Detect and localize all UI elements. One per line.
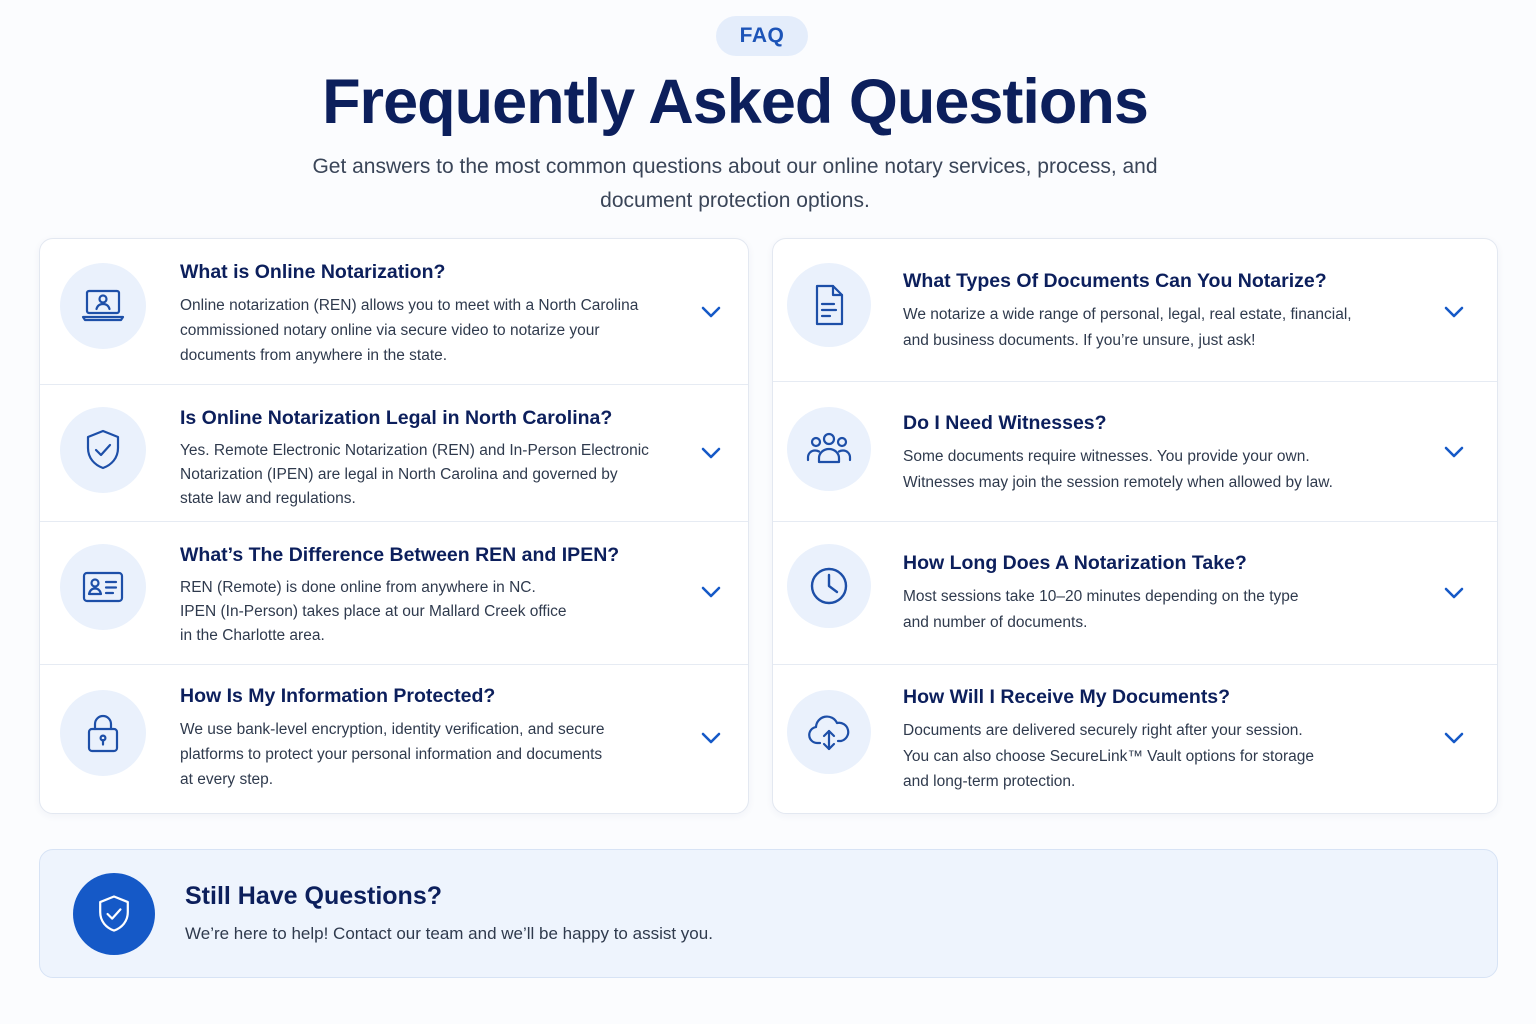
page-title: Frequently Asked Questions <box>322 67 1148 137</box>
cloud-transfer-icon <box>787 690 871 774</box>
faq-question: Is Online Notarization Legal in North Carolina? <box>180 407 613 429</box>
faq-answer: We use bank-level encryption, identity verification, and secure platforms to protect your personal information and documents at every step. <box>180 721 605 788</box>
faq-item-duration[interactable] <box>773 522 1497 665</box>
faq-answer: Online notarization (REN) allows you to meet with a North Carolina commissioned notary online via secure video to notarize your documents from anywhere in the state. <box>180 297 639 364</box>
faq-item-text <box>180 685 668 792</box>
faq-item-legal-nc[interactable] <box>40 385 748 522</box>
cta-title: Still Have Questions? <box>185 882 443 910</box>
id-card-icon <box>60 544 146 630</box>
faq-item-text <box>903 552 1387 636</box>
still-have-questions-banner[interactable] <box>39 849 1498 978</box>
chevron-down-icon[interactable] <box>700 727 722 749</box>
faq-question: How Is My Information Protected? <box>180 685 496 707</box>
faq-question: Do I Need Witnesses? <box>903 412 1107 434</box>
people-group-icon <box>787 407 871 491</box>
faq-item-text <box>180 407 668 511</box>
chevron-down-icon[interactable] <box>700 581 722 603</box>
chevron-down-icon[interactable] <box>1443 582 1465 604</box>
chevron-down-icon[interactable] <box>1443 727 1465 749</box>
faq-item-text <box>180 261 668 368</box>
faq-item-text <box>903 412 1387 496</box>
faq-item-online-notarization[interactable] <box>40 239 748 385</box>
faq-badge: FAQ <box>716 16 808 56</box>
faq-item-document-types[interactable] <box>773 239 1497 382</box>
laptop-user-icon <box>60 263 146 349</box>
faq-item-ren-vs-ipen[interactable] <box>40 522 748 665</box>
faq-item-text <box>903 270 1387 354</box>
faq-item-text <box>903 686 1387 795</box>
faq-item-text <box>180 544 668 648</box>
faq-answer: Most sessions take 10–20 minutes depending on the type and number of documents. <box>903 588 1299 631</box>
shield-check-icon <box>73 873 155 955</box>
chevron-down-icon[interactable] <box>700 442 722 464</box>
faq-answer: Yes. Remote Electronic Notarization (REN) and In-Person Electronic Notarization (IPEN) are legal in North Carolina and governed by state law and regulations. <box>180 442 649 507</box>
page-subtitle: Get answers to the most common questions about our online notary services, process, and document protection options. <box>312 155 1158 212</box>
faq-answer: Some documents require witnesses. You provide your own. Witnesses may join the session remotely when allowed by law. <box>903 448 1333 491</box>
faq-question: How Will I Receive My Documents? <box>903 686 1231 708</box>
faq-question: What’s The Difference Between REN and IPEN? <box>180 544 620 566</box>
clock-icon <box>787 544 871 628</box>
faq-column-left <box>39 238 749 814</box>
shield-check-icon <box>60 407 146 493</box>
faq-item-receive-documents[interactable] <box>773 665 1497 814</box>
faq-column-right <box>772 238 1498 814</box>
faq-item-witnesses[interactable] <box>773 382 1497 522</box>
faq-answer: Documents are delivered securely right after your session. You can also choose SecureLink™ Vault options for storage and long-term protection. <box>903 722 1315 790</box>
chevron-down-icon[interactable] <box>1443 301 1465 323</box>
cta-text: We’re here to help! Contact our team and we’ll be happy to assist you. <box>185 924 713 943</box>
chevron-down-icon[interactable] <box>1443 441 1465 463</box>
faq-question: What Types Of Documents Can You Notarize? <box>903 270 1327 292</box>
faq-answer: REN (Remote) is done online from anywhere in NC. IPEN (In-Person) takes place at our Mallard Creek office in the Charlotte area. <box>180 579 567 644</box>
lock-icon <box>60 690 146 776</box>
chevron-down-icon[interactable] <box>700 301 722 323</box>
faq-question: How Long Does A Notarization Take? <box>903 552 1247 574</box>
faq-item-information-protected[interactable] <box>40 665 748 814</box>
document-icon <box>787 263 871 347</box>
faq-question: What is Online Notarization? <box>180 261 446 283</box>
faq-answer: We notarize a wide range of personal, legal, real estate, financial, and business documents. If you’re unsure, just ask! <box>903 306 1352 349</box>
